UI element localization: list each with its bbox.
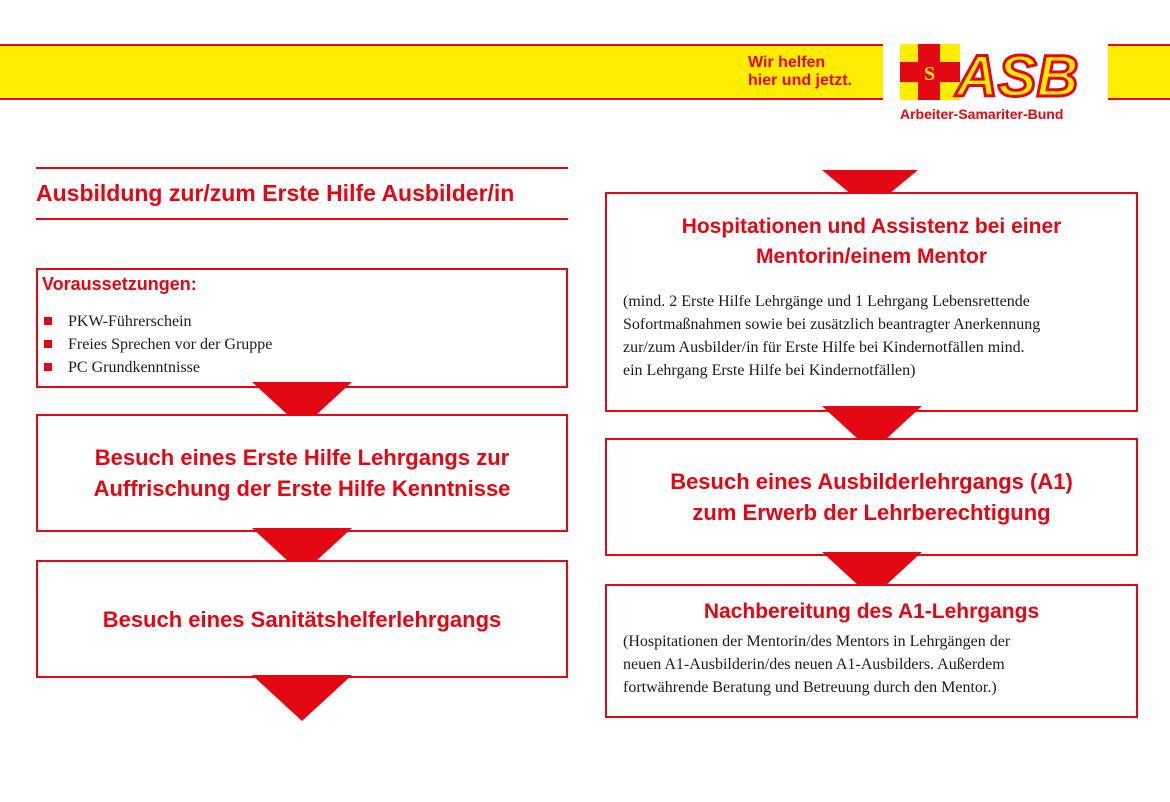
list-item xyxy=(44,310,272,333)
header-band-right xyxy=(1108,44,1170,100)
step-refresher-course xyxy=(36,414,568,532)
step-mentoring-title-1: Hospitationen und Assistenz bei einer xyxy=(681,215,1062,238)
list-item xyxy=(44,356,272,379)
svg-text:ASB: ASB xyxy=(956,44,1079,106)
prerequisites-list xyxy=(44,310,272,379)
step-follow-up-desc-1: (Hospitationen der Mentorin/des Mentors in Lehrgängen der xyxy=(623,633,1011,650)
org-name: Arbeiter-Samariter-Bund xyxy=(900,106,1064,122)
bullet-icon xyxy=(44,340,52,348)
prerequisite-label: Freies Sprechen vor der Gruppe xyxy=(68,336,273,353)
title-rule-top xyxy=(36,167,568,169)
tagline xyxy=(748,54,852,90)
step-mentoring-desc-2: Sofortmaßnahmen sowie bei zusätzlich beantragter Anerkennung xyxy=(623,316,1041,333)
step-trainer-line-2: zum Erwerb der Lehrberechtigung xyxy=(692,500,1051,525)
title-rule-bottom xyxy=(36,218,568,220)
step-follow-up xyxy=(605,584,1138,718)
step-paramedic-course xyxy=(36,560,568,678)
step-mentoring-desc-3: zur/zum Ausbilder/in für Erste Hilfe bei Kindernotfällen mind. xyxy=(623,339,1025,356)
prerequisite-label: PC Grundkenntnisse xyxy=(68,359,200,376)
step-refresher-line-2: Auffrischung der Erste Hilfe Kenntnisse xyxy=(93,476,511,501)
bullet-icon xyxy=(44,363,52,371)
list-item xyxy=(44,333,272,356)
tagline-line-2: hier und jetzt. xyxy=(748,72,852,89)
step-follow-up-desc-3: fortwährende Beratung und Betreuung durch den Mentor.) xyxy=(623,679,997,696)
step-follow-up-title: Nachbereitung des A1-Lehrgangs xyxy=(703,600,1040,623)
step-mentoring-desc-1: (mind. 2 Erste Hilfe Lehrgänge und 1 Lehrgang Lebensrettende xyxy=(623,293,1030,310)
step-mentoring-title-2: Mentorin/einem Mentor xyxy=(755,245,987,268)
tagline-line-1: Wir helfen xyxy=(748,54,826,71)
asb-logo-graphic xyxy=(898,40,1094,106)
asb-logo xyxy=(898,40,1094,106)
step-paramedic-line-1: Besuch eines Sanitätshelferlehrgangs xyxy=(102,606,502,632)
svg-text:S: S xyxy=(924,63,936,85)
arrow-down-icon xyxy=(252,675,352,721)
prerequisites-heading: Voraussetzungen: xyxy=(42,274,197,294)
prerequisites-box xyxy=(36,268,568,388)
prerequisite-label: PKW-Führerschein xyxy=(68,313,192,330)
step-mentoring xyxy=(605,192,1138,412)
step-trainer-course xyxy=(605,438,1138,556)
step-trainer-line-1: Besuch eines Ausbilderlehrgangs (A1) xyxy=(670,469,1073,494)
step-mentoring-desc-4: ein Lehrgang Erste Hilfe bei Kindernotfällen) xyxy=(623,362,916,379)
page-title: Ausbildung zur/zum Erste Hilfe Ausbilder/in xyxy=(36,180,515,206)
step-refresher-line-1: Besuch eines Erste Hilfe Lehrgangs zur xyxy=(94,445,510,470)
bullet-icon xyxy=(44,317,52,325)
step-follow-up-desc-2: neuen A1-Ausbilderin/des neuen A1-Ausbilders. Außerdem xyxy=(623,656,1005,673)
